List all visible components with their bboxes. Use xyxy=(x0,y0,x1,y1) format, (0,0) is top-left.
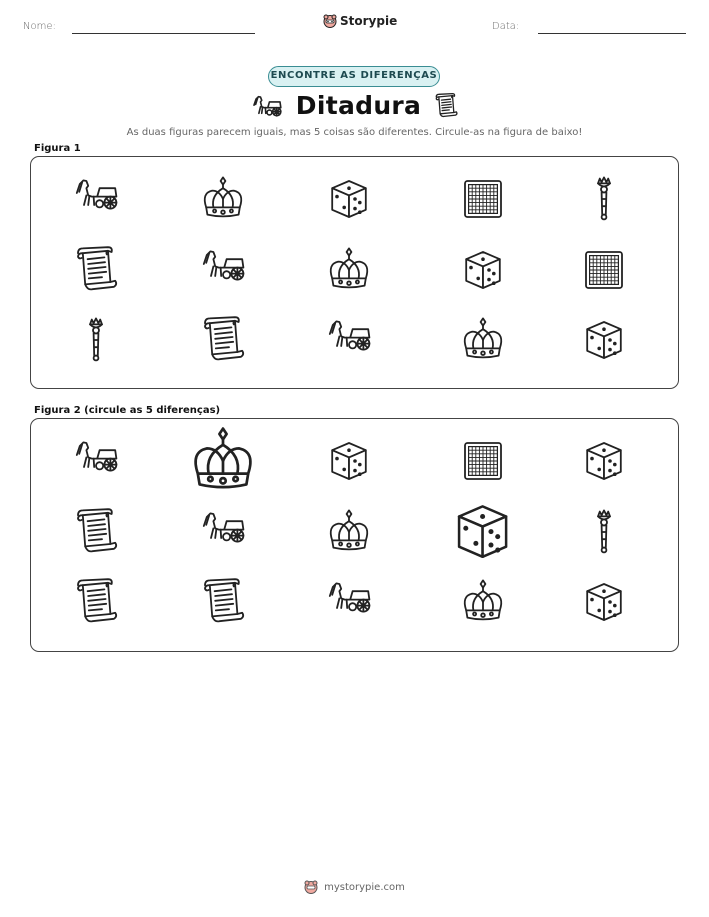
page-title: Ditadura xyxy=(295,91,422,120)
scroll-icon xyxy=(72,246,120,294)
dice-icon xyxy=(459,246,507,294)
carriage-icon xyxy=(325,316,373,364)
crown-icon[interactable] xyxy=(187,425,259,497)
dice-icon[interactable] xyxy=(580,578,628,626)
footer-url: mystorypie.com xyxy=(324,881,405,893)
figure-1-label: Figura 1 xyxy=(34,143,81,154)
grid-icon xyxy=(580,246,628,294)
grid-icon[interactable] xyxy=(459,437,507,485)
carriage-icon xyxy=(250,93,284,119)
crown-icon xyxy=(459,316,507,364)
scepter-icon[interactable] xyxy=(580,508,628,556)
dice-icon[interactable] xyxy=(580,437,628,485)
name-label: Nome: xyxy=(23,21,56,32)
dice-icon xyxy=(325,175,373,223)
carriage-icon[interactable] xyxy=(325,578,373,626)
crown-icon xyxy=(325,246,373,294)
storypie-mascot-icon xyxy=(304,880,318,894)
carriage-icon[interactable] xyxy=(199,508,247,556)
figure-2-label: Figura 2 (circule as 5 diferenças) xyxy=(34,405,221,416)
carriage-icon xyxy=(72,175,120,223)
figure-2-panel[interactable] xyxy=(30,418,679,652)
scepter-icon xyxy=(72,316,120,364)
scroll-icon[interactable] xyxy=(72,578,120,626)
dice-icon[interactable] xyxy=(449,498,516,565)
crown-icon xyxy=(199,175,247,223)
figure-1-panel xyxy=(30,156,679,389)
instructions: As duas figuras parecem iguais, mas 5 coisas são diferentes. Circule-as na figura de baixo! xyxy=(126,127,583,138)
scepter-icon xyxy=(580,175,628,223)
footer xyxy=(0,880,709,894)
date-line[interactable] xyxy=(538,33,686,34)
crown-icon[interactable] xyxy=(325,508,373,556)
scroll-icon[interactable] xyxy=(199,578,247,626)
brand-logo xyxy=(323,14,397,28)
dice-icon xyxy=(580,316,628,364)
title-row xyxy=(0,91,709,120)
carriage-icon xyxy=(199,246,247,294)
storypie-mascot-icon xyxy=(323,14,337,28)
grid-icon xyxy=(459,175,507,223)
brand-name: Storypie xyxy=(340,14,398,28)
name-line[interactable] xyxy=(72,33,255,34)
scroll-icon xyxy=(433,92,459,120)
dice-icon[interactable] xyxy=(325,437,373,485)
date-label: Data: xyxy=(492,21,520,32)
crown-icon[interactable] xyxy=(459,578,507,626)
scroll-icon xyxy=(199,316,247,364)
scroll-icon[interactable] xyxy=(72,508,120,556)
find-differences-badge: ENCONTRE AS DIFERENÇAS xyxy=(268,66,440,87)
carriage-icon[interactable] xyxy=(72,437,120,485)
